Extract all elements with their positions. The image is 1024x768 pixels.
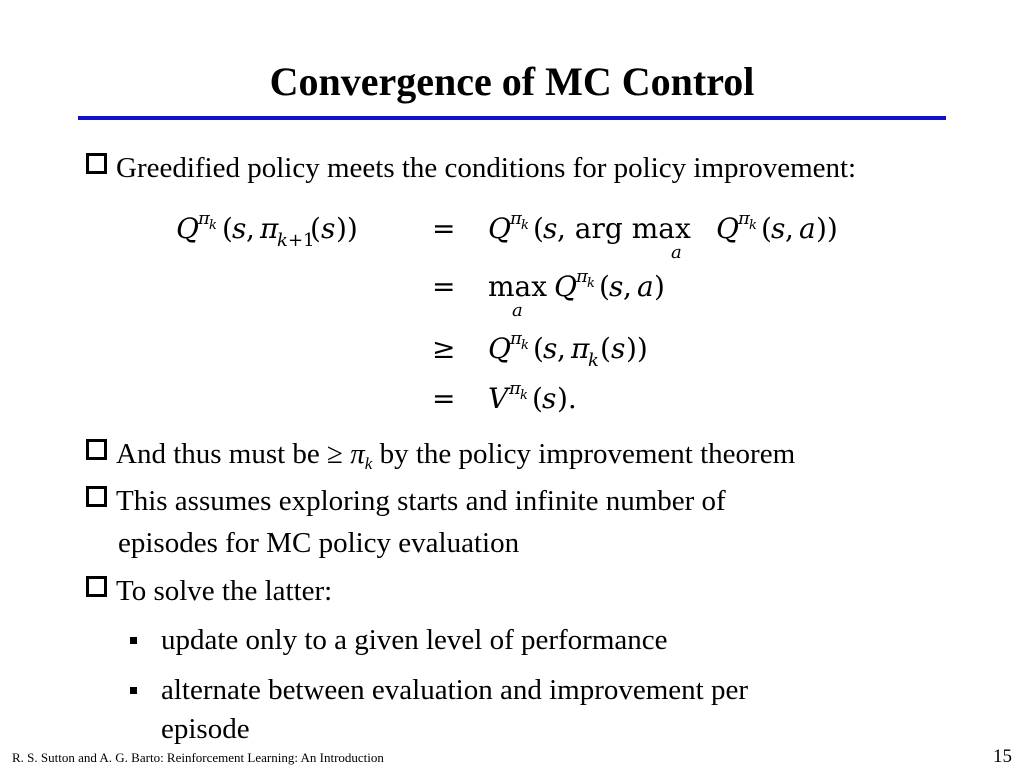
equation-lhs xyxy=(176,208,358,251)
svg-text:π: π xyxy=(571,332,590,365)
svg-text:(: ( xyxy=(761,212,772,245)
footer-citation: R. S. Sutton and A. G. Barto: Reinforcement Learning: An Introduction xyxy=(12,750,384,765)
bullet-text: Greedified policy meets the conditions for policy improvement: xyxy=(116,152,857,184)
svg-text:Q: Q xyxy=(176,212,199,245)
equation-relation-2: = xyxy=(432,270,456,303)
equation-relation-4: = xyxy=(432,382,456,415)
checkbox-bullet-icon xyxy=(86,153,107,174)
sub-bullet-update-level xyxy=(130,622,668,658)
svg-text:k: k xyxy=(588,350,599,371)
svg-text:π: π xyxy=(198,208,210,229)
square-bullet-icon xyxy=(130,637,137,644)
bullet-text: To solve the latter: xyxy=(116,575,333,607)
sub-bullet-alternate-line2: episode xyxy=(161,713,250,745)
svg-text:,: , xyxy=(623,270,632,303)
bullet-text-line1: This assumes exploring starts and infinite number of xyxy=(116,485,726,517)
svg-text:)): )) xyxy=(816,212,838,245)
svg-text:k: k xyxy=(521,218,529,233)
svg-text:(: ( xyxy=(599,270,610,303)
equation-rhs-2 xyxy=(488,266,665,321)
svg-text:k: k xyxy=(521,338,529,353)
svg-text:s: s xyxy=(542,382,557,415)
svg-text:)): )) xyxy=(626,332,648,365)
bullet-policy-improvement-theorem xyxy=(86,437,795,471)
equation-rhs-4 xyxy=(488,378,577,415)
pi-symbol: π xyxy=(350,438,365,470)
svg-text:k: k xyxy=(587,276,595,291)
svg-text:max: max xyxy=(488,270,548,303)
checkbox-bullet-icon xyxy=(86,439,107,460)
svg-text:+1: +1 xyxy=(288,230,315,251)
bullet-exploring-starts-line2: episodes for MC policy evaluation xyxy=(118,527,520,559)
svg-text:,: , xyxy=(557,332,566,365)
svg-text:π: π xyxy=(738,208,750,229)
svg-text:(: ( xyxy=(533,212,544,245)
svg-text:(: ( xyxy=(600,332,611,365)
equation-relation-3: ≥ xyxy=(432,332,456,365)
svg-text:k: k xyxy=(749,218,757,233)
svg-text:(: ( xyxy=(532,382,543,415)
svg-text:a: a xyxy=(799,212,816,245)
slide-title: Convergence of MC Control xyxy=(269,59,755,104)
svg-text:Q: Q xyxy=(554,270,577,303)
sub-bullet-text: update only to a given level of performance xyxy=(161,624,668,656)
svg-text:k: k xyxy=(520,388,528,403)
svg-text:(: ( xyxy=(310,212,321,245)
equation-rhs-3 xyxy=(488,328,648,371)
svg-text:Q: Q xyxy=(488,332,511,365)
svg-text:π: π xyxy=(510,208,522,229)
svg-text:π: π xyxy=(509,378,521,399)
svg-text:): ) xyxy=(654,270,665,303)
svg-text:s: s xyxy=(543,212,558,245)
svg-text:s: s xyxy=(321,212,336,245)
page-number: 15 xyxy=(993,746,1012,767)
svg-text:a: a xyxy=(512,300,523,321)
svg-text:,: , xyxy=(246,212,255,245)
policy-improvement-equation xyxy=(176,200,876,420)
svg-text:V: V xyxy=(488,382,509,415)
svg-text:s: s xyxy=(543,332,558,365)
bullet-exploring-starts xyxy=(86,484,726,518)
svg-text:π: π xyxy=(576,266,588,287)
bullet-solve-latter xyxy=(86,574,332,608)
svg-text:s: s xyxy=(771,212,786,245)
square-bullet-icon xyxy=(130,687,137,694)
bullet-text-pre: And thus must be ≥ xyxy=(116,438,343,470)
checkbox-bullet-icon xyxy=(86,576,107,597)
title-underline xyxy=(78,116,946,120)
svg-text:,: , xyxy=(785,212,794,245)
equation-relation-1: = xyxy=(432,212,456,245)
equation-rhs-1 xyxy=(488,208,838,263)
k-subscript: k xyxy=(364,454,373,473)
svg-text:).: ). xyxy=(557,382,577,415)
svg-text:a: a xyxy=(637,270,654,303)
svg-text:s: s xyxy=(232,212,247,245)
svg-text:Q: Q xyxy=(716,212,739,245)
sub-bullet-text-line1: alternate between evaluation and improvement per xyxy=(161,674,748,706)
svg-text:Q: Q xyxy=(488,212,511,245)
svg-text:s: s xyxy=(609,270,624,303)
svg-text:s: s xyxy=(611,332,626,365)
svg-text:(: ( xyxy=(533,332,544,365)
checkbox-bullet-icon xyxy=(86,486,107,507)
svg-text:k: k xyxy=(209,218,217,233)
svg-text:(: ( xyxy=(222,212,233,245)
pi-k-symbol xyxy=(350,438,373,473)
bullet-greedified xyxy=(86,151,856,185)
svg-text:a: a xyxy=(671,242,682,263)
bullet-text-post: by the policy improvement theorem xyxy=(379,438,796,470)
svg-text:k: k xyxy=(277,230,288,251)
svg-text:)): )) xyxy=(336,212,358,245)
svg-text:π: π xyxy=(510,328,522,349)
svg-text:π: π xyxy=(260,212,279,245)
svg-text:, arg max: , arg max xyxy=(557,212,691,245)
sub-bullet-alternate xyxy=(130,672,748,708)
